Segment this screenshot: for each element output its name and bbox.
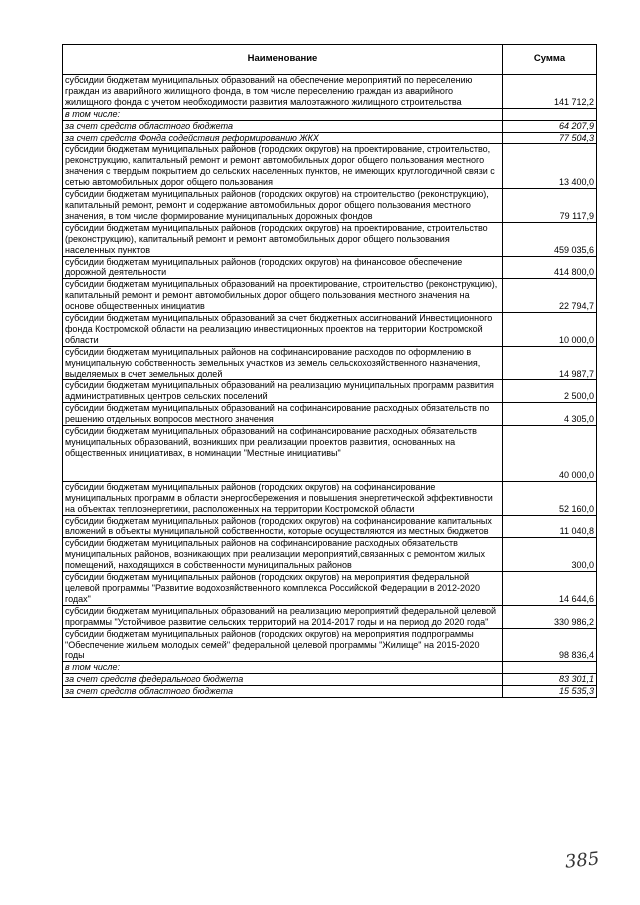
row-sum: 11 040,8: [503, 515, 597, 538]
row-sum: 77 504,3: [503, 132, 597, 144]
table-row: [63, 662, 597, 674]
table-row: [63, 120, 597, 132]
table-row: [63, 132, 597, 144]
row-sum: 40 000,0: [503, 426, 597, 482]
table-row: [63, 403, 597, 426]
table-row: [63, 380, 597, 403]
table-row: [63, 605, 597, 628]
row-sum: 64 207,9: [503, 120, 597, 132]
row-sum: 10 000,0: [503, 313, 597, 347]
table-row: [63, 515, 597, 538]
row-name: субсидии бюджетам муниципальных районов (городских округов) на софинансирование муниципальных программ в области энергосбережения и повышения энергетической эффективности на объектах теплоэнергетики, расположенных на территории Костромской области: [63, 481, 503, 515]
row-name: в том числе:: [63, 108, 503, 120]
table-row: [63, 572, 597, 606]
table-row: [63, 313, 597, 347]
row-name: за счет средств областного бюджета: [63, 120, 503, 132]
row-name: субсидии бюджетам муниципальных образований за счет бюджетных ассигнований Инвестиционного фонда Костромской области на реализацию инвестиционных проектов на территории Костромской области: [63, 313, 503, 347]
row-name: субсидии бюджетам муниципальных районов на софинансирование расходных обязательств муниципальных районов, возникающих при реализации мероприятий,связанных с ремонтом жилых помещений, находящихся в собственности муниципальных районов: [63, 538, 503, 572]
row-sum: 459 035,6: [503, 222, 597, 256]
row-name: субсидии бюджетам муниципальных образований на реализацию мероприятий федеральной целевой программы "Устойчивое развитие сельских территорий на 2014-2017 годы и на период до 2020 года": [63, 605, 503, 628]
row-sum: 14 644,6: [503, 572, 597, 606]
table-row: [63, 189, 597, 223]
row-name: субсидии бюджетам муниципальных районов (городских округов) на финансовое обеспечение дорожной деятельности: [63, 256, 503, 279]
row-name: субсидии бюджетам муниципальных районов (городских округов) на софинансирование капитальных вложений в объекты муниципальной собственности, которые осуществляются из местных бюджетов: [63, 515, 503, 538]
row-name: субсидии бюджетам муниципальных образований на реализацию муниципальных программ развития административных центров сельских поселений: [63, 380, 503, 403]
header-name: Наименование: [63, 45, 503, 75]
table-row: [63, 538, 597, 572]
row-name: за счет средств федерального бюджета: [63, 674, 503, 686]
table-row: [63, 628, 597, 662]
table-row: [63, 674, 597, 686]
row-name: субсидии бюджетам муниципальных районов (городских округов) на мероприятия подпрограммы "Обеспечение жильем молодых семей" федеральной целевой программы "Жилище" на 2015-2020 годы: [63, 628, 503, 662]
row-name: за счет средств Фонда содействия реформированию ЖКХ: [63, 132, 503, 144]
table-row: [63, 256, 597, 279]
row-sum: 414 800,0: [503, 256, 597, 279]
table-row: [63, 75, 597, 109]
row-sum: [503, 108, 597, 120]
table-row: [63, 144, 597, 189]
row-name: субсидии бюджетам муниципальных образований на софинансирование расходных обязательств по решению отдельных вопросов местного значения: [63, 403, 503, 426]
budget-table: [62, 44, 597, 698]
row-sum: 141 712,2: [503, 75, 597, 109]
row-name: в том числе:: [63, 662, 503, 674]
row-sum: 83 301,1: [503, 674, 597, 686]
row-sum: 2 500,0: [503, 380, 597, 403]
row-sum: 4 305,0: [503, 403, 597, 426]
row-sum: [503, 662, 597, 674]
row-sum: 300,0: [503, 538, 597, 572]
header-sum: Сумма: [503, 45, 597, 75]
row-sum: 98 836,4: [503, 628, 597, 662]
row-sum: 330 986,2: [503, 605, 597, 628]
row-sum: 52 160,0: [503, 481, 597, 515]
row-name: субсидии бюджетам муниципальных районов (городских округов) на проектирование, строительство (реконструкцию), капитальный ремонт и ремонт автомобильных дорог общего пользования населенных пунктов: [63, 222, 503, 256]
row-sum: 79 117,9: [503, 189, 597, 223]
row-name: субсидии бюджетам муниципальных образований на обеспечение мероприятий по переселению граждан из аварийного жилищного фонда, в том числе переселению граждан из аварийного жилищного фонда с учетом необходимости развития малоэтажного жилищного строительства: [63, 75, 503, 109]
table-row: [63, 222, 597, 256]
row-name: субсидии бюджетам муниципальных районов на софинансирование расходов по оформлению в муниципальную собственность земельных участков из земель сельскохозяйственного назначения, выделяемых в счет земельных долей: [63, 346, 503, 380]
row-sum: 15 535,3: [503, 686, 597, 698]
table-row: [63, 346, 597, 380]
table-row: [63, 481, 597, 515]
table-header-row: [63, 45, 597, 75]
table-row: [63, 108, 597, 120]
row-name: субсидии бюджетам муниципальных образований на софинансирование расходных обязательств муниципальных образований, возникших при реализации проектов развития, основанных на общественных инициативах, в номинации "Местные инициативы": [63, 426, 503, 482]
row-sum: 13 400,0: [503, 144, 597, 189]
table-row: [63, 426, 597, 482]
table-row: [63, 686, 597, 698]
row-name: субсидии бюджетам муниципальных образований на проектирование, строительство (реконструкцию), капитальный ремонт и ремонт автомобильных дорог общего пользования местного значения на основе общественных инициатив: [63, 279, 503, 313]
row-name: субсидии бюджетам муниципальных районов (городских округов) на проектирование, строительство, реконструкцию, капитальный ремонт и ремонт автомобильных дорог общего пользования местного значения с твердым покрытием до сельских населенных пунктов, не имеющих круглогодичной связи с сетью автомобильных дорог общего пользования: [63, 144, 503, 189]
page-number: 385: [563, 848, 601, 873]
row-sum: 22 794,7: [503, 279, 597, 313]
row-name: субсидии бюджетам муниципальных районов (городских округов) на строительство (реконструкцию), капитальный ремонт, ремонт и содержание автомобильных дорог общего пользования местного значения, в том числе формирование муниципальных дорожных фондов: [63, 189, 503, 223]
table-row: [63, 279, 597, 313]
row-name: за счет средств областного бюджета: [63, 686, 503, 698]
row-name: субсидии бюджетам муниципальных районов (городских округов) на мероприятия федеральной целевой программы "Развитие водохозяйственного комплекса Российской Федерации в 2012-2020 годах": [63, 572, 503, 606]
row-sum: 14 987,7: [503, 346, 597, 380]
